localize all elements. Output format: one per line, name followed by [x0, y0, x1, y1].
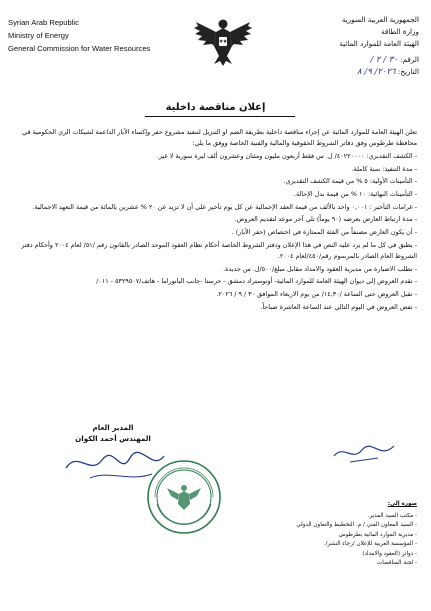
copy-recipient: - لجنة المناقصات [282, 559, 417, 569]
country-name-ar: الجمهورية العربية السورية [341, 15, 419, 24]
list-item: - تقدم العروض إلى ديوان الهيئة العامة للموارد المائية- أوتوستراد دمشق - حرستا -جانب البانوراما - هاتف/٥٣٢٩٥٠٧ - ٠١١/ [96, 277, 417, 286]
copy-recipient: - المؤسسة العربية للإعلان /رجاء النشر/. [282, 540, 417, 550]
initials-scribble [330, 438, 400, 468]
commission-name-en: General Commission for Water Resources [8, 44, 151, 53]
list-item: - أن يكون العارض مصنفاً من الفئة الممتازة في اختصاص (حفر الآبار) . [231, 228, 417, 237]
list-item: - التأمينات الأولية: ٥ % من قيمة الكشف التقديري. [283, 177, 417, 186]
signatory-name: المهندس أحمد الكوان [75, 434, 151, 443]
copies-heading: صورة إلى: [387, 501, 417, 507]
ministry-name-ar: وزارة الطاقة [380, 27, 419, 36]
copy-recipient: - مديرية الموارد المائية بطرطوس [282, 531, 417, 541]
title-underline [145, 116, 295, 117]
date-label: التاريخ: [397, 67, 419, 76]
header-english [8, 16, 168, 55]
list-item: - التأمينات النهائية: ١٠ % من قيمة بدل الإحالة. [293, 190, 417, 199]
official-stamp [145, 458, 223, 536]
list-item: - مدة ارتباط العارض بعرضه (٩٠ يوماً) تلي آخر موعد لتقديم العروض. [234, 215, 417, 224]
intro-paragraph: تعلن الهيئة العامة للموارد المائية عن إجراء مناقصة داخلية بطريقة الضم او التنزيل لتنفيذ مشروع حفر وإكساء الآبار الداعمة لشبكات الري الحكومية في محافظة طرطوس وفق دفاتر الشروط الحقوقية والمالية والفنية الخاصة ووفق ما يلي: [22, 128, 417, 148]
copies-section [282, 500, 417, 569]
date-value: ٢٠٢٦/ ٩/ ٨ [357, 67, 396, 77]
reference-number [269, 54, 419, 66]
document-date [269, 66, 419, 78]
reference-value: ٣٠ / ٢ / [370, 55, 398, 65]
copy-recipient: - السيد المعاون الفني / م. التخطيط والتعاون الدولي [282, 521, 417, 531]
announcement-title: إعلان مناقصة داخلية [165, 102, 266, 113]
list-item: - الكشف التقديري: ٤٠٢٢٠٠٠٠/ ل. س فقط أربعون مليون ومئتان وعشرون ألف ليرة سورية لا غير. [156, 151, 417, 160]
list-item: - غرامات التأخير : ٠,٠٠١ واحد بالألف من قيمة العقد الإجمالية عن كل يوم تأخير على أن لا تزيد عن ٢٠ % عشرين بالمائة من قيمة التعهد الاجمالية. [32, 202, 417, 211]
reference-label: الرقم: [400, 55, 419, 64]
copies-list [282, 512, 417, 569]
country-name-en: Syrian Arab Republic [8, 18, 79, 27]
commission-name-ar: الهيئة العامة للموارد المائية [339, 39, 419, 48]
list-item: - تطلب الاضبارة من مديرية العقود والامداد مقابل مبلغ/٥٠٠/ل. س جديدة. [223, 264, 417, 273]
list-item: - مدة التنفيذ: سنة كاملة. [351, 164, 417, 173]
signatory-title: المدير العام [92, 423, 134, 432]
list-item: - تقبل العروض حتى الساعة /١٤,٣٠/ من يوم الاربعاء الموافق ٣٠ / ٩ / ٢٠٢٦. [216, 290, 417, 299]
ministry-name-en: Ministry of Energy [8, 31, 69, 40]
list-item: - تفض العروض في اليوم التالي عند الساعة العاشرة صباحاً. [260, 302, 417, 311]
list-item: - يطبق في كل ما لم يرد عليه النص في هذا الإعلان ودفتر الشروط الخاصة أحكام نظام العقود الموحد الصادر بالقانون رقم /٥١/ لعام ٢٠٠٤ وأحكام دفتر الشروط العام الصادر بالمرسوم رقم/٤٥٠/لعام ٢٠٠٤. [21, 240, 417, 261]
header-arabic [269, 14, 419, 78]
copy-recipient: - دوائر (العقود والامداد) [282, 550, 417, 560]
eagle-emblem [192, 12, 254, 68]
copy-recipient: - مكتب السيد المدير. [282, 512, 417, 522]
announcement-body [14, 127, 417, 315]
